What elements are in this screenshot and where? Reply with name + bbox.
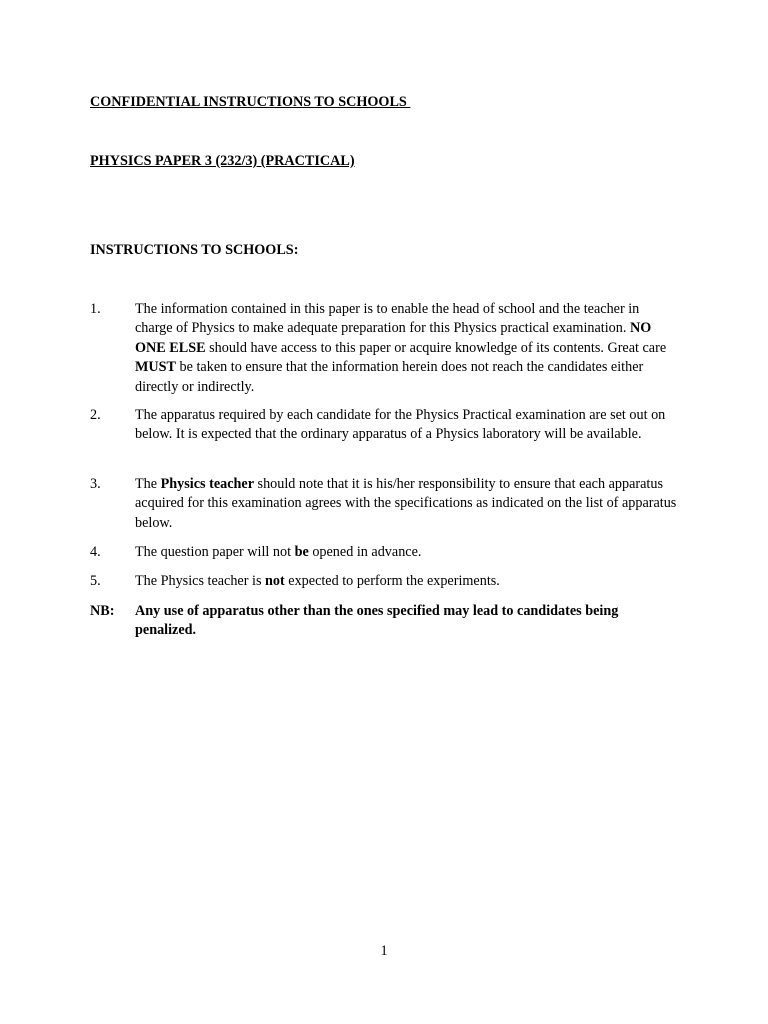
item-number: 2.	[90, 407, 101, 423]
page-number: 1	[380, 943, 388, 959]
item-text-part: The	[135, 476, 161, 492]
item-text	[135, 572, 680, 591]
item-text-part: should have access to this paper or acquire knowledge of its contents. Great care	[205, 339, 667, 356]
nb-label: NB:	[90, 603, 115, 619]
item-bold-text: NO ONE ELSE	[135, 320, 652, 356]
item-text-part: opened in advance.	[308, 544, 422, 560]
item-bold-text: be	[294, 544, 309, 560]
nb-text: Any use of apparatus other than the ones specified may lead to candidates being penalized.	[135, 603, 619, 639]
item-number: 4.	[90, 544, 101, 560]
instructions-heading: INSTRUCTIONS TO SCHOOLS:	[90, 242, 299, 258]
paper-title: PHYSICS PAPER 3 (232/3) (PRACTICAL)	[90, 153, 355, 169]
item-bold-text: MUST	[135, 359, 176, 376]
item-text-part: be taken to ensure that the information herein does not reach the candidates either directly or indirectly.	[135, 359, 644, 395]
item-text	[135, 300, 680, 397]
item-text-part: The question paper will not	[135, 544, 295, 560]
item-text	[135, 543, 680, 562]
item-number: 3.	[90, 476, 101, 492]
item-text-part: The Physics teacher is	[135, 573, 266, 589]
item-bold-text: not	[265, 573, 285, 589]
item-text-part: expected to perform the experiments.	[284, 573, 500, 589]
item-bold-text: Physics teacher	[160, 476, 254, 492]
document-title: CONFIDENTIAL INSTRUCTIONS TO SCHOOLS	[90, 94, 411, 110]
item-number: 1.	[90, 301, 101, 317]
item-number: 5.	[90, 573, 101, 589]
item-text-part: should note that it is his/her responsibility to ensure that each apparatus acquired for this examination agrees with the specifications as indicated on the list of apparatus below.	[135, 476, 677, 531]
item-text-part: The information contained in this paper is to enable the head of school and the teacher in charge of Physics to make adequate preparation for this Physics practical examination.	[135, 301, 640, 337]
item-text: The apparatus required by each candidate for the Physics Practical examination are set out on below. It is expected that the ordinary apparatus of a Physics laboratory will be available.	[135, 407, 666, 443]
item-text	[135, 475, 680, 533]
